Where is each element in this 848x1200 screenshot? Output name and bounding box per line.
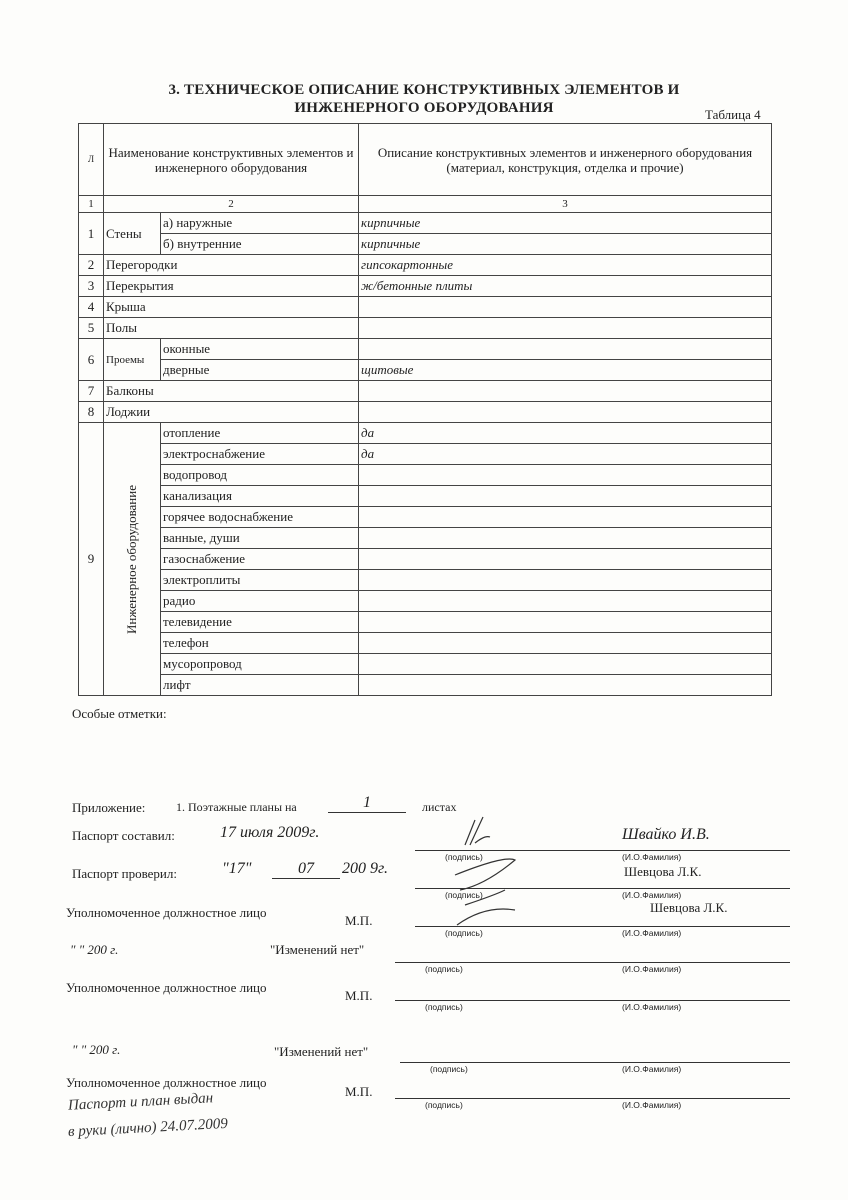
- appendix-label: Приложение:: [72, 800, 146, 815]
- official-label: Уполномоченное должностное лицо: [66, 905, 267, 920]
- row-name: Инженерное оборудование: [124, 484, 139, 634]
- row-value: да: [359, 423, 772, 444]
- row-subname: оконные: [161, 339, 359, 360]
- table-row: [79, 654, 772, 675]
- row-value: [359, 591, 772, 612]
- row-subname: лифт: [161, 675, 359, 696]
- row-value: кирпичные: [359, 213, 772, 234]
- row-value: [359, 549, 772, 570]
- row-value: да: [359, 444, 772, 465]
- special-notes-label: Особые отметки:: [72, 706, 167, 721]
- row-name: Балконы: [104, 381, 359, 402]
- row-subname: радио: [161, 591, 359, 612]
- table-row: [79, 675, 772, 696]
- row-subname: а) наружные: [161, 213, 359, 234]
- row-value: [359, 507, 772, 528]
- signature-marks: [445, 815, 525, 945]
- name-caption: (И.О.Фамилия): [622, 964, 682, 974]
- row-name: Перегородки: [104, 255, 359, 276]
- idx-3: 3: [359, 196, 772, 213]
- table-row: [79, 465, 772, 486]
- row-subname: водопровод: [161, 465, 359, 486]
- compiled-label: Паспорт составил:: [72, 828, 175, 843]
- signature-caption: (подпись): [445, 890, 483, 900]
- row-value: [359, 486, 772, 507]
- table-row: [79, 318, 772, 339]
- appendix-count: 1: [328, 794, 406, 813]
- row-value: [359, 402, 772, 423]
- table-row: [79, 528, 772, 549]
- table-row: [79, 570, 772, 591]
- title-line-1: 3. ТЕХНИЧЕСКОЕ ОПИСАНИЕ КОНСТРУКТИВНЫХ ЭЛЕМЕНТОВ И: [168, 82, 680, 98]
- row-value: ж/бетонные плиты: [359, 276, 772, 297]
- name-caption: (И.О.Фамилия): [622, 1100, 682, 1110]
- appendix-text: 1. Поэтажные планы на: [176, 800, 297, 814]
- checked-year: 200 9г.: [342, 860, 389, 877]
- table-row: [79, 444, 772, 465]
- table-row: [79, 255, 772, 276]
- table-row: [79, 234, 772, 255]
- row-name: Перекрытия: [104, 276, 359, 297]
- handwritten-note-1: Паспорт и план выдан: [67, 1090, 214, 1114]
- table-row: [79, 423, 772, 444]
- appendix-suffix: листах: [422, 800, 457, 814]
- title-line-2: ИНЖЕНЕРНОГО ОБОРУДОВАНИЯ: [294, 100, 554, 116]
- signature-caption: (подпись): [425, 964, 463, 974]
- table-label: Таблица 4: [705, 107, 761, 122]
- mp-label-3: М.П.: [345, 1084, 373, 1099]
- row-num: 2: [79, 255, 104, 276]
- row-value: [359, 612, 772, 633]
- row-value: [359, 297, 772, 318]
- official-label-3: Уполномоченное должностное лицо: [66, 1075, 267, 1090]
- signature-line: [395, 1000, 790, 1012]
- row-num: 5: [79, 318, 104, 339]
- row-num: 1: [79, 213, 104, 255]
- row-value: [359, 633, 772, 654]
- row-name-cell: [104, 423, 161, 696]
- signature-caption: (подпись): [430, 1064, 468, 1074]
- signature-caption: (подпись): [425, 1002, 463, 1012]
- checked-month: 07: [272, 860, 340, 879]
- row-subname: электроплиты: [161, 570, 359, 591]
- idx-1: 1: [79, 196, 104, 213]
- table-row: [79, 339, 772, 360]
- row-subname: горячее водоснабжение: [161, 507, 359, 528]
- header-num: Л: [79, 124, 104, 196]
- row-subname: мусоропровод: [161, 654, 359, 675]
- name-caption: (И.О.Фамилия): [622, 852, 682, 862]
- table-row: [79, 360, 772, 381]
- row-subname: телефон: [161, 633, 359, 654]
- table-row: [79, 549, 772, 570]
- row-value: [359, 339, 772, 360]
- name-caption: (И.О.Фамилия): [622, 928, 682, 938]
- signature-line: [395, 1098, 790, 1110]
- row-value: кирпичные: [359, 234, 772, 255]
- row-name: Полы: [104, 318, 359, 339]
- checked-name: Шевцова Л.К.: [624, 864, 702, 879]
- no-changes-label-2: "Изменений нет": [274, 1044, 369, 1059]
- official-name: Шевцова Л.К.: [650, 900, 728, 915]
- row-subname: телевидение: [161, 612, 359, 633]
- name-caption: (И.О.Фамилия): [622, 1064, 682, 1074]
- official-label-2: Уполномоченное должностное лицо: [66, 980, 267, 995]
- row-value: [359, 528, 772, 549]
- mp-label-2: М.П.: [345, 988, 373, 1003]
- table-row: [79, 276, 772, 297]
- table-row: [79, 297, 772, 318]
- signature-line: [395, 962, 790, 974]
- row-num: 9: [79, 423, 104, 696]
- table-row: [79, 402, 772, 423]
- handwritten-note-2: в руки (лично) 24.07.2009: [67, 1115, 229, 1141]
- row-subname: ванные, души: [161, 528, 359, 549]
- row-subname: б) внутренние: [161, 234, 359, 255]
- name-caption: (И.О.Фамилия): [622, 1002, 682, 1012]
- idx-2: 2: [104, 196, 359, 213]
- table-row: [79, 381, 772, 402]
- checked-label: Паспорт проверил:: [72, 866, 177, 881]
- date-blank-2: " " 200 г.: [72, 1042, 121, 1057]
- row-subname: электроснабжение: [161, 444, 359, 465]
- row-num: 8: [79, 402, 104, 423]
- signature-caption: (подпись): [425, 1100, 463, 1110]
- no-changes-label: "Изменений нет": [270, 942, 365, 957]
- table-row: [79, 486, 772, 507]
- compiled-date: 17 июля 2009г.: [220, 824, 320, 841]
- row-num: 7: [79, 381, 104, 402]
- row-name: Стены: [104, 213, 161, 255]
- row-num: 3: [79, 276, 104, 297]
- row-name: Лоджии: [104, 402, 359, 423]
- table-row: [79, 612, 772, 633]
- row-num: 4: [79, 297, 104, 318]
- signature-caption: (подпись): [445, 852, 483, 862]
- name-caption: (И.О.Фамилия): [622, 890, 682, 900]
- row-value: [359, 654, 772, 675]
- row-value: щитовые: [359, 360, 772, 381]
- row-subname: газоснабжение: [161, 549, 359, 570]
- header-desc: Описание конструктивных элементов и инженерного оборудования (материал, конструкция, отделка и прочие): [359, 124, 772, 196]
- checked-day: "17": [222, 860, 252, 877]
- row-subname: отопление: [161, 423, 359, 444]
- construction-table: [78, 123, 772, 696]
- row-value: гипсокартонные: [359, 255, 772, 276]
- header-name: Наименование конструктивных элементов и инженерного оборудования: [104, 124, 359, 196]
- signature-line: [400, 1062, 790, 1074]
- row-value: [359, 465, 772, 486]
- row-subname: канализация: [161, 486, 359, 507]
- table-row: [79, 507, 772, 528]
- date-blank: " " 200 г.: [70, 942, 119, 957]
- signature-caption: (подпись): [445, 928, 483, 938]
- table-row: [79, 213, 772, 234]
- row-value: [359, 570, 772, 591]
- row-subname: дверные: [161, 360, 359, 381]
- row-num: 6: [79, 339, 104, 381]
- table-row: [79, 591, 772, 612]
- table-row: [79, 633, 772, 654]
- row-value: [359, 381, 772, 402]
- compiled-name: Швайко И.В.: [622, 826, 710, 843]
- row-name: Проемы: [104, 339, 161, 381]
- row-value: [359, 318, 772, 339]
- row-value: [359, 675, 772, 696]
- mp-label: М.П.: [345, 913, 373, 928]
- row-name: Крыша: [104, 297, 359, 318]
